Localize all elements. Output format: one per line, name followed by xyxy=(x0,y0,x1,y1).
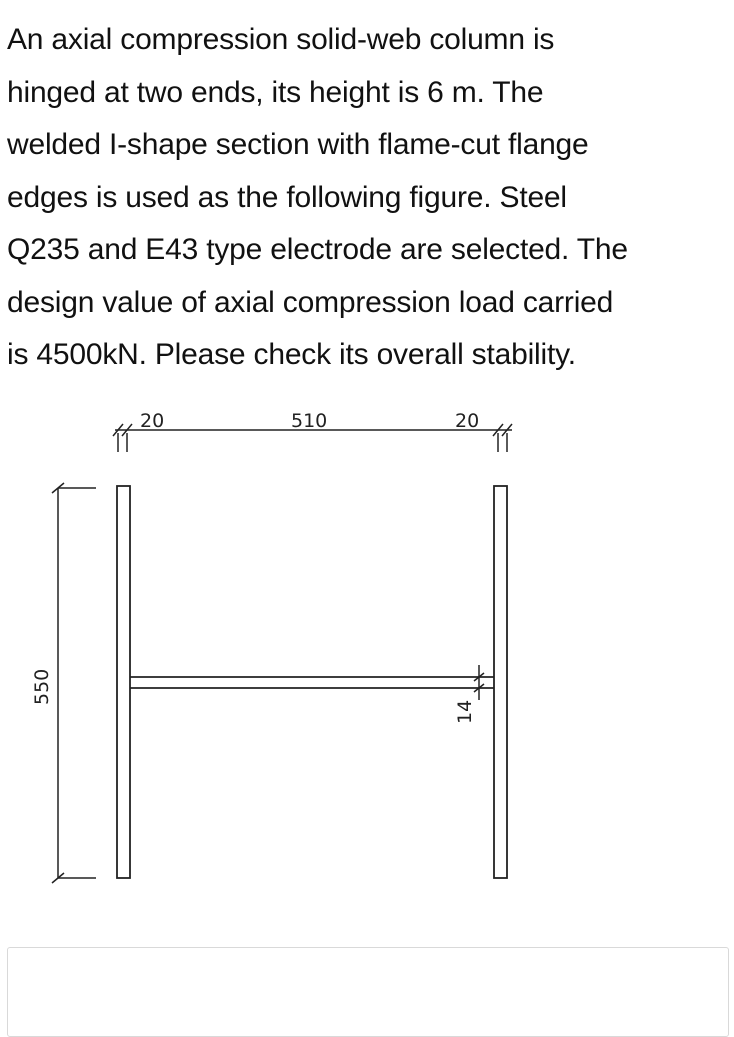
dim-label-flange-right: 20 xyxy=(455,410,480,432)
question-line: welded I-shape section with flame-cut flange xyxy=(7,128,589,161)
dim-label-web-thickness: 14 xyxy=(454,699,476,724)
question-line: edges is used as the following figure. Steel xyxy=(7,180,567,214)
dim-label-flange-left: 20 xyxy=(140,410,165,432)
question-line: Q235 and E43 type electrode are selected. The xyxy=(7,233,628,266)
dim-label-web-depth: 510 xyxy=(291,410,328,432)
question-line: is 4500kN. Please check its overall stability. xyxy=(7,338,576,371)
question-line: design value of axial compression load carried xyxy=(7,285,614,319)
question-line: An axial compression solid-web column is xyxy=(7,23,555,56)
right-flange xyxy=(494,486,507,878)
left-flange xyxy=(117,486,130,878)
dim-label-flange-width: 550 xyxy=(31,668,53,705)
question-line: hinged at two ends, its height is 6 m. The xyxy=(7,75,544,109)
